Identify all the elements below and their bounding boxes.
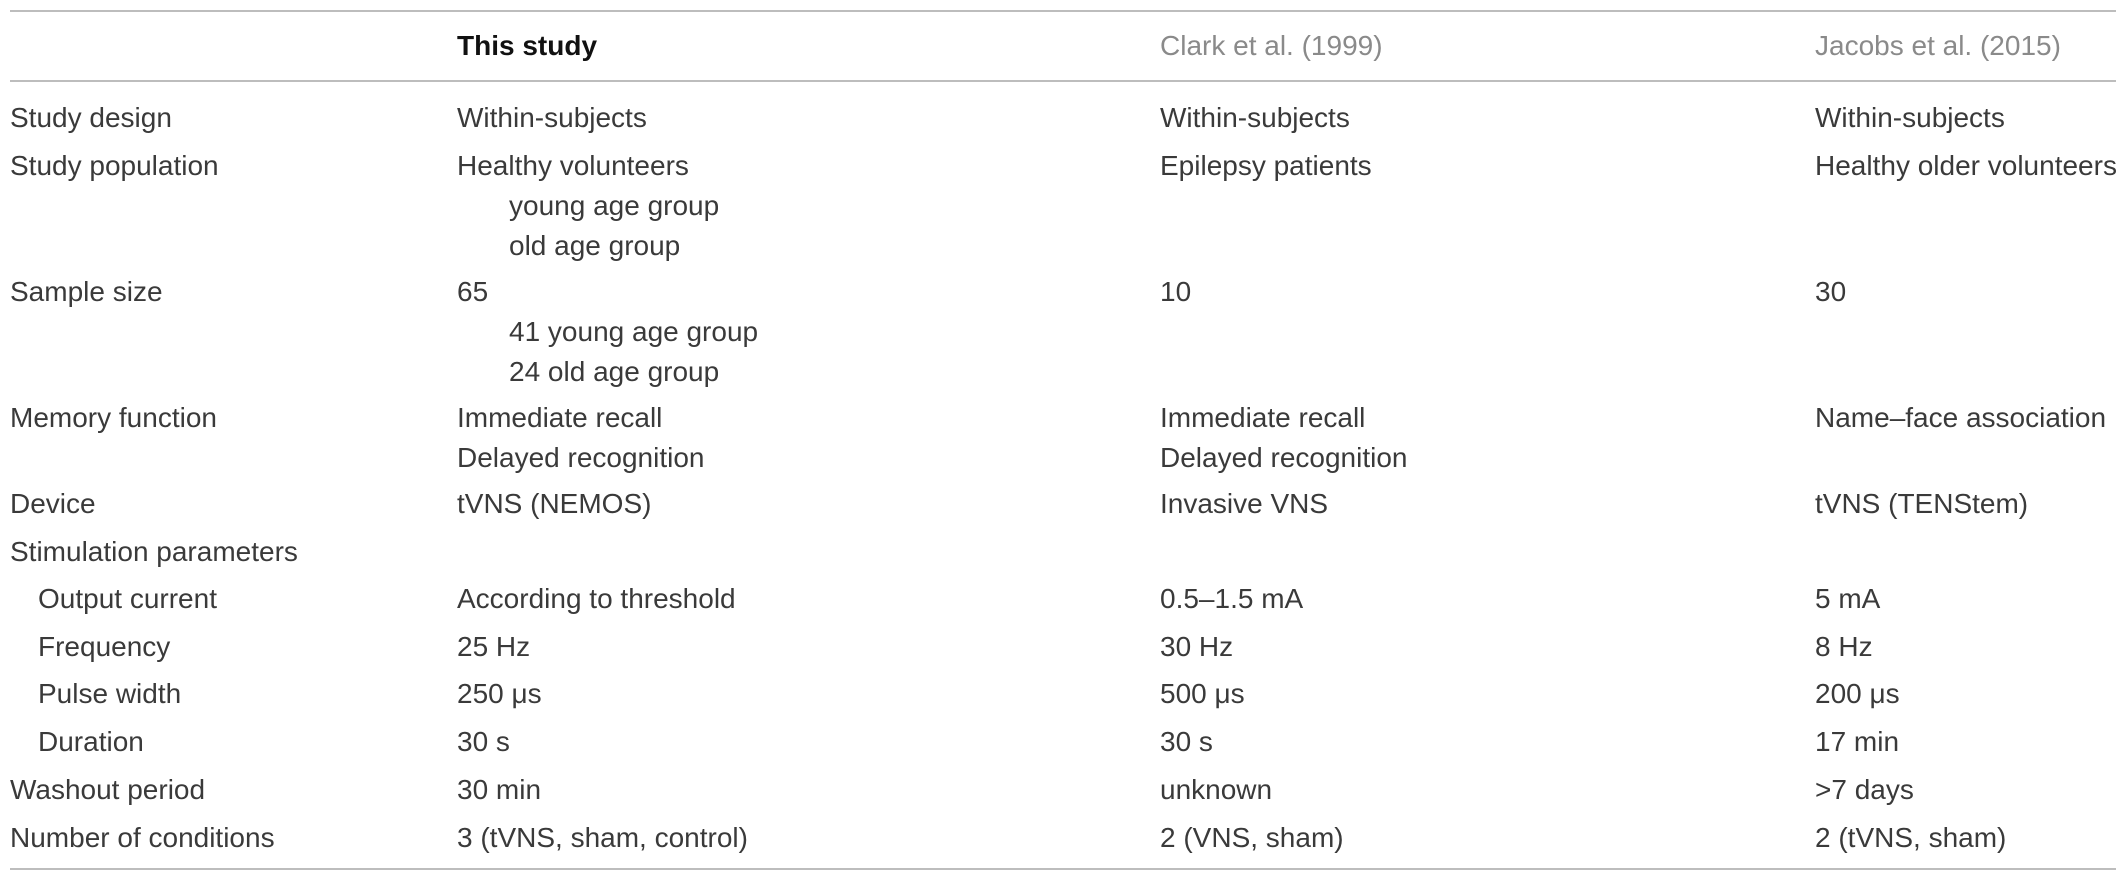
study-population-old: old age group <box>509 230 681 261</box>
row-label-study-design: Study design <box>10 102 172 133</box>
sample-size-jacobs: 30 <box>1815 276 1847 307</box>
pulse-width-jacobs: 200 μs <box>1815 678 1900 709</box>
sample-size-old: 24 old age group <box>509 356 720 387</box>
output-current-this-study: According to threshold <box>457 583 736 614</box>
sample-size-young: 41 young age group <box>509 316 759 347</box>
row-label-number-of-conditions: Number of conditions <box>10 822 275 853</box>
pulse-width-clark: 500 μs <box>1160 678 1245 709</box>
sample-size-clark: 10 <box>1160 276 1192 307</box>
row-label-stimulation-parameters: Stimulation parameters <box>10 536 298 567</box>
pulse-width-this-study: 250 μs <box>457 678 542 709</box>
frequency-this-study: 25 Hz <box>457 631 531 662</box>
memory-function-clark-line2: Delayed recognition <box>1160 442 1408 473</box>
washout-period-jacobs: >7 days <box>1815 774 1914 805</box>
row-label-study-population: Study population <box>10 150 219 181</box>
study-population-main: Healthy volunteers <box>457 150 689 181</box>
memory-function-jacobs: Name–face association <box>1815 402 2107 433</box>
device-this-study: tVNS (NEMOS) <box>457 488 652 519</box>
header-clark-1999: Clark et al. (1999) <box>1160 30 1383 61</box>
study-population-this-study <box>457 146 719 266</box>
row-label-washout-period: Washout period <box>10 774 206 805</box>
frequency-clark: 30 Hz <box>1160 631 1234 662</box>
row-label-device: Device <box>10 488 96 519</box>
study-design-clark: Within-subjects <box>1160 102 1350 133</box>
washout-period-clark: unknown <box>1160 774 1273 805</box>
memory-function-line2: Delayed recognition <box>457 442 705 473</box>
study-population-young: young age group <box>509 190 720 221</box>
duration-jacobs: 17 min <box>1815 726 1900 757</box>
study-design-this-study: Within-subjects <box>457 102 647 133</box>
row-label-frequency: Frequency <box>38 631 171 662</box>
sample-size-this-study <box>457 272 758 392</box>
row-label-duration: Duration <box>38 726 144 757</box>
row-label-pulse-width: Pulse width <box>38 678 182 709</box>
washout-period-this-study: 30 min <box>457 774 542 805</box>
study-design-jacobs: Within-subjects <box>1815 102 2005 133</box>
header-jacobs-2015: Jacobs et al. (2015) <box>1815 30 2061 61</box>
table-bottom-rule <box>10 868 2116 870</box>
number-of-conditions-clark: 2 (VNS, sham) <box>1160 822 1344 853</box>
memory-function-clark-line1: Immediate recall <box>1160 402 1366 433</box>
header-this-study: This study <box>457 30 598 61</box>
study-population-jacobs: Healthy older volunteers <box>1815 150 2117 181</box>
table-top-rule <box>10 10 2116 12</box>
duration-clark: 30 s <box>1160 726 1213 757</box>
table-header-rule <box>10 80 2116 82</box>
sample-size-total: 65 <box>457 276 489 307</box>
output-current-clark: 0.5–1.5 mA <box>1160 583 1304 614</box>
number-of-conditions-this-study: 3 (tVNS, sham, control) <box>457 822 748 853</box>
row-label-sample-size: Sample size <box>10 276 163 307</box>
device-jacobs: tVNS (TENStem) <box>1815 488 2029 519</box>
memory-function-line1: Immediate recall <box>457 402 663 433</box>
device-clark: Invasive VNS <box>1160 488 1329 519</box>
output-current-jacobs: 5 mA <box>1815 583 1881 614</box>
frequency-jacobs: 8 Hz <box>1815 631 1873 662</box>
row-label-output-current: Output current <box>38 583 217 614</box>
study-population-clark: Epilepsy patients <box>1160 150 1372 181</box>
number-of-conditions-jacobs: 2 (tVNS, sham) <box>1815 822 2007 853</box>
duration-this-study: 30 s <box>457 726 510 757</box>
row-label-memory-function: Memory function <box>10 402 217 433</box>
memory-function-clark <box>1160 398 1408 478</box>
memory-function-this-study <box>457 398 705 478</box>
